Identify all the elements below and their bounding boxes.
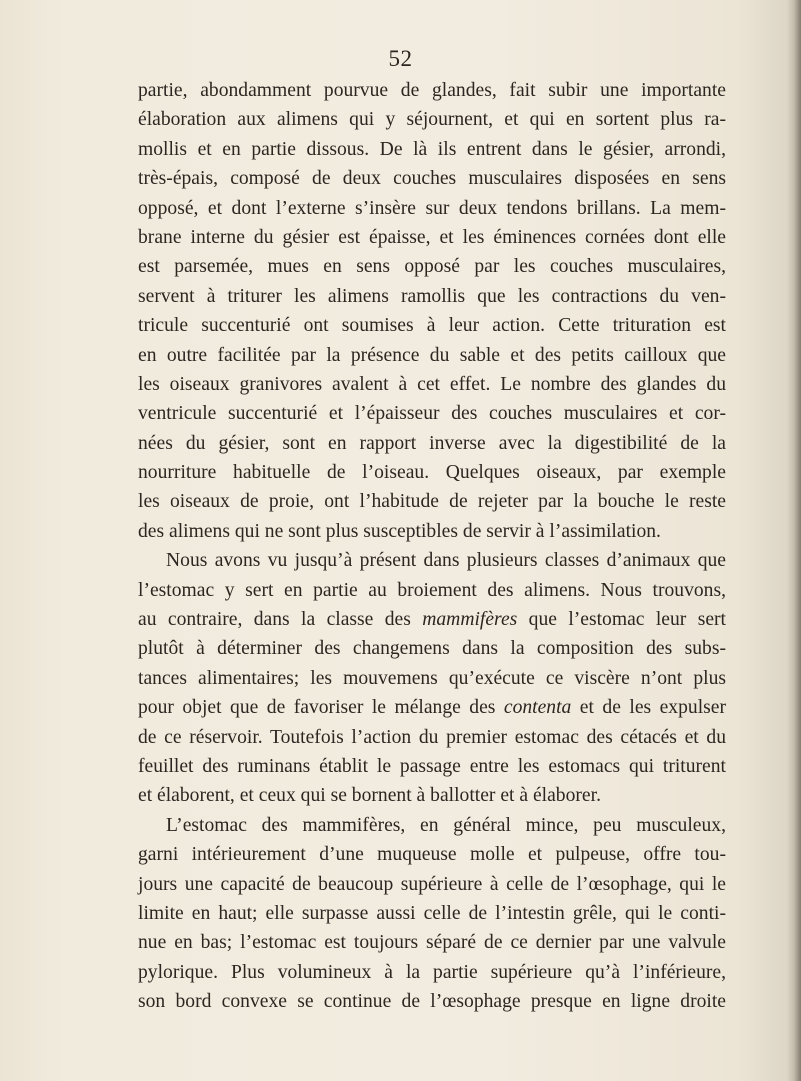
text-line: opposé, et dont l’externe s’insère sur deux tendons brillans. La mem- <box>138 197 726 219</box>
text-run: et de les expulser <box>571 697 726 719</box>
text-run: au contraire, dans la classe des <box>138 609 423 631</box>
text-line: nourriture habituelle de l’oiseau. Quelques oiseaux, par exemple <box>138 462 726 484</box>
page-number: 52 <box>388 46 413 71</box>
text-line <box>138 693 726 722</box>
italic-term: contenta <box>503 697 572 719</box>
text-line: les oiseaux granivores avalent à cet effet. Le nombre des glandes du <box>138 373 726 395</box>
text-line: brane interne du gésier est épaisse, et les éminences cornées dont elle <box>138 226 726 248</box>
page-edge-shadow <box>787 0 801 1081</box>
text-line: l’estomac y sert en partie au broiement des alimens. Nous trouvons, <box>138 579 726 601</box>
text-run: pour objet que de favoriser le mélange des <box>138 697 504 719</box>
text-line: tricule succenturié ont soumises à leur action. Cette trituration est <box>138 315 726 337</box>
text-line: nue en bas; l’estomac est toujours séparé de ce dernier par une valvule <box>138 932 726 954</box>
text-line: pylorique. Plus volumineux à la partie supérieure qu’à l’inférieure, <box>138 961 726 983</box>
body-text <box>138 76 726 1017</box>
text-line: en outre facilitée par la présence du sable et des petits cailloux que <box>138 344 726 366</box>
text-line <box>138 605 726 634</box>
text-line: Nous avons vu jusqu’à présent dans plusieurs classes d’animaux que <box>166 550 726 572</box>
text-line: plutôt à déterminer des changemens dans la composition des subs- <box>138 638 726 660</box>
text-line: servent à triturer les alimens ramollis que les contractions du ven- <box>138 285 726 307</box>
text-line: limite en haut; elle surpasse aussi celle de l’intestin grêle, qui le conti- <box>138 902 726 924</box>
text-line: élaboration aux alimens qui y séjournent, et qui en sortent plus ra- <box>138 109 726 131</box>
text-line: les oiseaux de proie, ont l’habitude de rejeter par la bouche le reste <box>138 491 726 513</box>
text-line: des alimens qui ne sont plus susceptibles de servir à l’assimilation. <box>138 520 661 542</box>
text-line: est parsemée, mues en sens opposé par les couches musculaires, <box>138 256 726 278</box>
text-line: tances alimentaires; les mouvemens qu’exécute ce viscère n’ont plus <box>138 667 726 689</box>
paragraph-1 <box>138 76 726 546</box>
text-run: que l’estomac leur sert <box>517 609 726 631</box>
paragraph-2 <box>138 546 726 811</box>
text-line: et élaborent, et ceux qui se bornent à ballotter et à élaborer. <box>138 785 601 807</box>
italic-term: mammifères <box>422 609 518 631</box>
text-line: L’estomac des mammifères, en général mince, peu musculeux, <box>166 814 726 836</box>
paragraph-3 <box>138 811 726 1017</box>
text-line: partie, abondamment pourvue de glandes, fait subir une importante <box>138 80 726 101</box>
text-line: nées du gésier, sont en rapport inverse avec la digestibilité de la <box>138 432 726 454</box>
text-line: jours une capacité de beaucoup supérieure à celle de l’œsophage, qui le <box>138 873 726 895</box>
text-line: feuillet des ruminans établit le passage entre les estomacs qui triturent <box>138 755 726 777</box>
text-line: de ce réservoir. Toutefois l’action du premier estomac des cétacés et du <box>138 726 726 748</box>
text-line: son bord convexe se continue de l’œsophage presque en ligne droite <box>138 991 726 1013</box>
text-line: garni intérieurement d’une muqueuse molle et pulpeuse, offre tou- <box>138 844 726 866</box>
text-line: très-épais, composé de deux couches musculaires disposées en sens <box>138 168 726 190</box>
text-line: mollis et en partie dissous. De là ils entrent dans le gésier, arrondi, <box>138 138 726 160</box>
text-line: ventricule succenturié et l’épaisseur des couches musculaires et cor- <box>138 403 726 425</box>
